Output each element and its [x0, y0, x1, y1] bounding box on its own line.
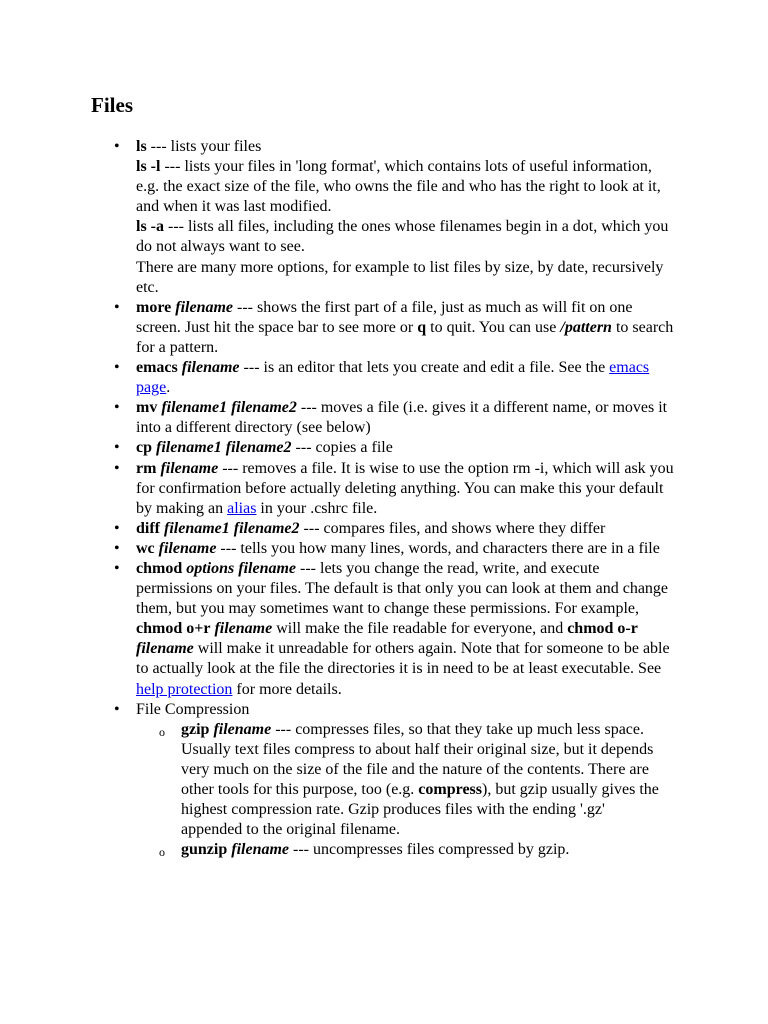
description: --- tells you how many lines, words, and characters there are in a file	[216, 539, 660, 557]
description: --- shows the first part of a file, just as much as will fit on one screen. Just hit the space bar to see more or	[136, 298, 633, 336]
description: --- compares files, and shows where they differ	[299, 519, 606, 537]
command-argument: filename	[158, 539, 217, 557]
list-item-wc	[136, 539, 676, 559]
description: --- moves a file (i.e. gives it a different name, or moves it into a different directory (see below)	[136, 399, 668, 437]
list-item-mv	[136, 398, 676, 438]
description: --- lists your files	[146, 138, 262, 155]
description: in your .cshrc file.	[256, 499, 378, 517]
command-name: compress	[418, 781, 482, 798]
description: --- is an editor that lets you create and edit a file. See the	[239, 359, 610, 377]
command-argument: options filename	[186, 559, 297, 577]
command-name: more	[136, 298, 172, 316]
description: ), but gzip usually gives the highest compression rate. Gzip produces files with the ending '.gz' appended to the original filename.	[181, 781, 659, 839]
command-argument: filename	[214, 620, 273, 638]
description: to quit. You can use	[426, 318, 561, 336]
command-name: ls	[136, 138, 147, 155]
description: .	[166, 379, 171, 397]
description: for more details.	[232, 680, 342, 698]
list-item-chmod	[136, 559, 676, 700]
command-name: mv	[136, 399, 158, 417]
description: --- lists your files in 'long format', which contains lots of useful information, e.g. the exact size of the file, who owns the file and who has the right to look at it, and when it was last modified.	[136, 158, 661, 216]
command-argument: filename	[136, 640, 194, 658]
command-name: diff	[136, 519, 160, 537]
page-title: Files	[91, 93, 133, 117]
command-name: cp	[136, 439, 152, 457]
description: --- lets you change the read, write, and execute permissions on your files. The default is that only you can look at them and change them, but you may sometimes want to change these permissions. For example,	[136, 559, 669, 618]
list-item-diff	[136, 519, 676, 539]
description: There are many more options, for example to list files by size, by date, recursively etc.	[136, 258, 664, 296]
description: will make the file readable for everyone, and	[272, 620, 568, 638]
command-argument: filename	[160, 459, 219, 477]
help-protection-link[interactable]: help protection	[136, 680, 233, 698]
list-item-gunzip	[181, 840, 666, 860]
list-item-rm	[136, 459, 676, 519]
command-name: gzip	[181, 720, 210, 738]
command-argument: filename1 filename2	[164, 519, 300, 537]
description: --- compresses files, so that they take up much less space. Usually text files compress to about half their original size, but it depends very much on the size of the file and the nature of the contents. There are other tools for this purpose, too (e.g.	[181, 720, 654, 798]
command-name: chmod	[136, 559, 183, 577]
command-name: chmod o-r	[567, 620, 638, 638]
command-name: ls -l	[136, 158, 161, 176]
description: --- lists all files, including the ones whose filenames begin in a dot, which you do not always want to see.	[136, 218, 669, 256]
section-label: File Compression	[136, 700, 250, 718]
command-list	[136, 137, 676, 860]
command-argument: filename	[181, 359, 240, 377]
command-argument: filename	[175, 298, 234, 316]
description: --- removes a file. It is wise to use the option rm -i, which will ask you for confirmation before actually deleting anything. You can make this your default by making an	[136, 459, 674, 517]
command-name: chmod o+r	[136, 620, 211, 638]
command-name: gunzip	[181, 841, 228, 859]
command-argument: /pattern	[560, 318, 612, 336]
command-argument: filename1 filename2	[161, 399, 297, 417]
command-name: rm	[136, 459, 157, 477]
command-argument: filename1 filename2	[156, 439, 292, 457]
command-name: ls -a	[136, 218, 164, 236]
description: --- copies a file	[291, 439, 393, 457]
list-item-cp	[136, 438, 676, 458]
key-name: q	[417, 318, 427, 336]
description: will make it unreadable for others again. Note that for someone to be able to actually look at the file the directories it is in need to be at least executable. See	[136, 640, 670, 678]
command-argument: filename	[231, 841, 290, 859]
alias-link[interactable]: alias	[227, 499, 257, 517]
emacs-page-link[interactable]: emacs page	[136, 359, 650, 397]
list-item-more	[136, 298, 676, 358]
list-item-emacs	[136, 358, 676, 398]
command-argument: filename	[213, 720, 272, 738]
command-name: wc	[136, 539, 155, 557]
description: to search for a pattern.	[136, 318, 674, 356]
description: --- uncompresses files compressed by gzip.	[289, 841, 570, 859]
list-item-gzip	[181, 720, 666, 841]
compression-list	[136, 720, 666, 861]
list-item-file-compression	[136, 700, 676, 861]
list-item-ls	[136, 137, 676, 298]
command-name: emacs	[136, 359, 178, 377]
